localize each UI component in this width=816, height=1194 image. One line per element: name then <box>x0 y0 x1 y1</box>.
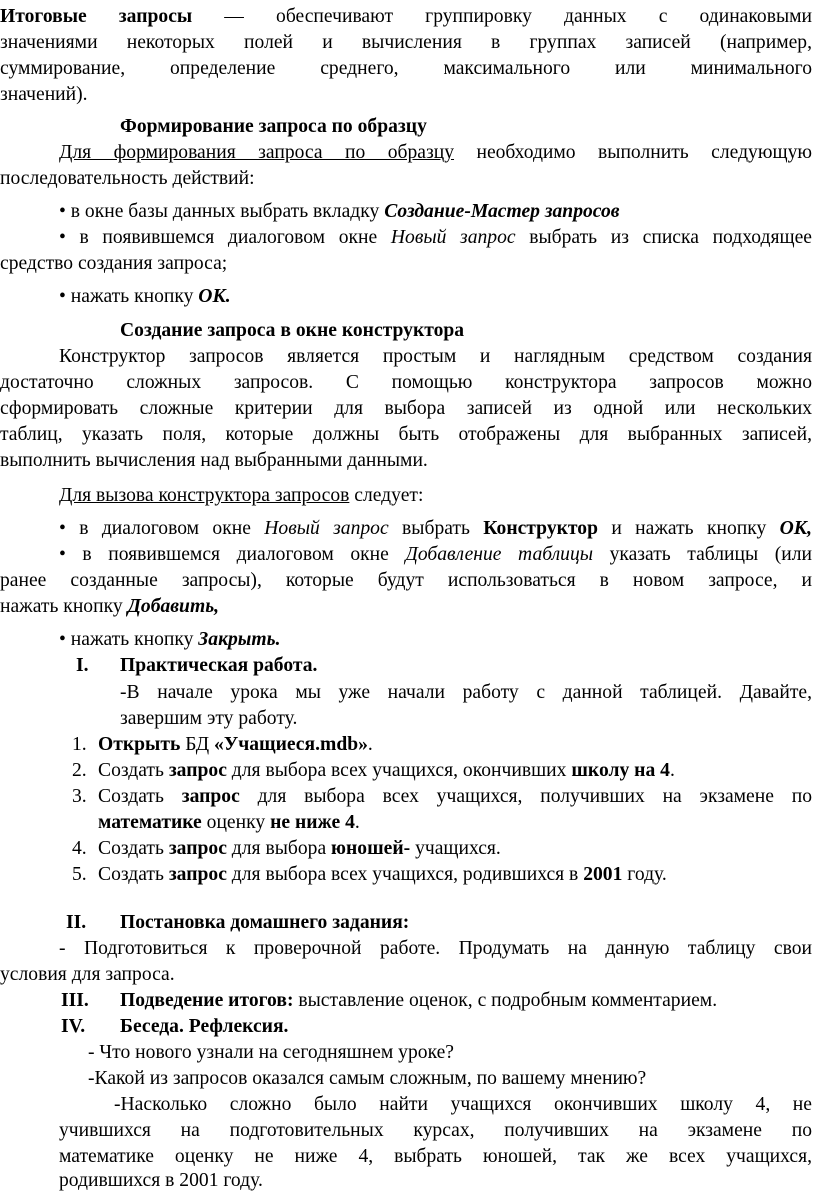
constructor-line-4: таблиц, указать поля, которые должны быть отображены для выбранных записей, <box>0 424 812 445</box>
text: . <box>367 734 373 755</box>
task-item <box>98 758 812 784</box>
text: . <box>669 760 675 781</box>
emphasis: «Учащиеся.mdb» <box>214 734 368 755</box>
practice-intro-line-1: -В начале урока мы уже начали работу с данной таблицей. Давайте, <box>120 682 812 703</box>
reflection-question-3-line-3: математике оценку не ниже 4, выбрать юношей, так же всех учащихся, <box>59 1146 812 1167</box>
task-item <box>98 836 812 862</box>
task-number: 1. <box>72 734 87 755</box>
text: Создать <box>98 786 182 807</box>
sample-lead-line-2: последовательность действий: <box>0 168 255 189</box>
text: Создать <box>98 838 169 859</box>
text: • в диалоговом окне <box>59 518 265 539</box>
constructor-bullet-2 <box>59 542 812 568</box>
text: обеспечивают группировку данных с одинаковыми <box>276 6 812 27</box>
underlined-text: Для вызова конструктора запросов <box>59 485 350 506</box>
task-number: 4. <box>72 838 87 859</box>
text: для выбора всех учащихся, получивших на экзамене по <box>239 786 812 807</box>
emphasis: ОК. <box>198 286 231 307</box>
emphasis: запрос <box>168 838 227 859</box>
constructor-line-3: сформировать сложные критерии для выбора записей из одной или нескольких <box>0 398 812 419</box>
underlined-text: Для формирования запроса по образцу <box>59 142 455 163</box>
emphasis: Добавить, <box>127 596 220 617</box>
emphasis: Открыть <box>98 734 181 755</box>
heading-sample-query: Формирование запроса по образцу <box>120 116 427 137</box>
emphasis: 2001 <box>583 864 623 885</box>
section-number-practice: I. <box>76 655 89 676</box>
emphasis: запрос <box>168 864 227 885</box>
text: • в появившемся диалоговом окне <box>59 227 391 248</box>
text: . <box>354 812 360 833</box>
sample-bullet-1 <box>59 199 816 225</box>
task-number: 5. <box>72 864 87 885</box>
section-number-summary: III. <box>61 990 89 1011</box>
emphasis: математике <box>98 812 202 833</box>
emphasis: Закрыть. <box>198 629 281 650</box>
task-number: 3. <box>72 786 87 807</box>
emphasis: не ниже 4 <box>270 812 355 833</box>
constructor-call <box>59 483 816 509</box>
text: необходимо выполнить следующую <box>454 142 813 163</box>
task-item <box>98 862 812 888</box>
heading-constructor: Создание запроса в окне конструктора <box>120 320 465 341</box>
task-number: 2. <box>72 760 87 781</box>
constructor-line-2: достаточно сложных запросов. С помощью конструктора запросов можно <box>0 372 812 393</box>
text: БД <box>180 734 215 755</box>
summary-line <box>120 988 816 1014</box>
task-item <box>98 784 812 810</box>
para-final-queries-line-1 <box>0 4 812 30</box>
text: • в окне базы данных выбрать вкладку <box>59 201 385 222</box>
para-final-queries-line-2: значениями некоторых полей и вычисления в группах записей (например, <box>0 32 812 53</box>
section-number-homework: II. <box>66 912 87 933</box>
practice-intro-line-2: завершим эту работу. <box>120 708 298 729</box>
dash: — <box>192 6 277 27</box>
text: учащихся. <box>410 838 501 859</box>
emphasis: Новый запрос <box>264 518 389 539</box>
text: • в появившемся диалоговом окне <box>59 544 406 565</box>
constructor-bullet-2-line-2: ранее созданные запросы), которые будут использоваться в новом запросе, и <box>0 570 812 591</box>
text: оценку <box>201 812 271 833</box>
para-final-queries-line-3: суммирование, определение среднего, максимального или минимального <box>0 58 812 79</box>
text: следует: <box>349 485 424 506</box>
sample-bullet-3 <box>59 284 816 310</box>
constructor-bullet-1 <box>59 516 812 542</box>
text: выбрать из списка подходящее <box>515 227 813 248</box>
heading-reflection: Беседа. Рефлексия. <box>120 1016 289 1037</box>
reflection-question-3-line-1: -Насколько сложно было найти учащихся окончивших школу 4, не <box>114 1094 812 1115</box>
text: • нажать кнопку <box>59 286 199 307</box>
emphasis: Конструктор <box>483 518 598 539</box>
homework-line-1: - Подготовиться к проверочной работе. Продумать на данную таблицу свои <box>59 938 812 959</box>
sample-lead-line-1 <box>59 140 812 166</box>
heading-practice: Практическая работа. <box>120 655 318 676</box>
heading-summary: Подведение итогов: <box>120 990 294 1011</box>
para-final-queries-line-4: значений). <box>0 84 88 105</box>
text: • нажать кнопку <box>59 629 199 650</box>
section-number-reflection: IV. <box>61 1016 86 1037</box>
sample-bullet-2 <box>59 225 812 251</box>
emphasis: юношей- <box>331 838 411 859</box>
text: Создать <box>98 864 169 885</box>
emphasis: запрос <box>181 786 240 807</box>
homework-line-2: условия для запроса. <box>0 964 175 985</box>
text: для выбора <box>226 838 332 859</box>
emphasis: школу на 4 <box>571 760 670 781</box>
constructor-line-1: Конструктор запросов является простым и наглядным средством создания <box>59 346 812 367</box>
text: году. <box>622 864 667 885</box>
constructor-line-5: выполнить вычисления над выбранными данными. <box>0 450 428 471</box>
constructor-bullet-3 <box>59 627 816 653</box>
task-item-line-2 <box>98 810 816 836</box>
reflection-question-3-line-2: учившихся на подготовительных курсах, получивших на экзамене по <box>59 1120 812 1141</box>
emphasis: Добавление таблицы <box>405 544 594 565</box>
text: выставление оценок, с подробным комментарием. <box>293 990 718 1011</box>
task-item <box>98 732 812 758</box>
heading-homework: Постановка домашнего задания: <box>120 912 410 933</box>
text: указать таблицы (или <box>593 544 812 565</box>
text: для выбора всех учащихся, родившихся в <box>226 864 584 885</box>
constructor-bullet-2-line-3 <box>0 594 812 620</box>
reflection-question-2: -Какой из запросов оказался самым сложным, по вашему мнению? <box>88 1068 647 1089</box>
reflection-question-3-line-4: родившихся в 2001 году. <box>59 1170 263 1191</box>
text: и нажать кнопку <box>597 518 780 539</box>
text: выбрать <box>388 518 484 539</box>
sample-bullet-2-line-2: средство создания запроса; <box>0 253 228 274</box>
emphasis: запрос <box>168 760 227 781</box>
text: Создать <box>98 760 169 781</box>
emphasis: Новый запрос <box>390 227 516 248</box>
emphasis: ОК, <box>779 518 812 539</box>
text: для выбора всех учащихся, окончивших <box>226 760 572 781</box>
text: нажать кнопку <box>0 596 128 617</box>
term-final-queries: Итоговые запросы <box>0 6 193 27</box>
reflection-question-1: - Что нового узнали на сегодняшнем уроке? <box>88 1042 454 1063</box>
emphasis: Создание-Мастер запросов <box>384 201 620 222</box>
